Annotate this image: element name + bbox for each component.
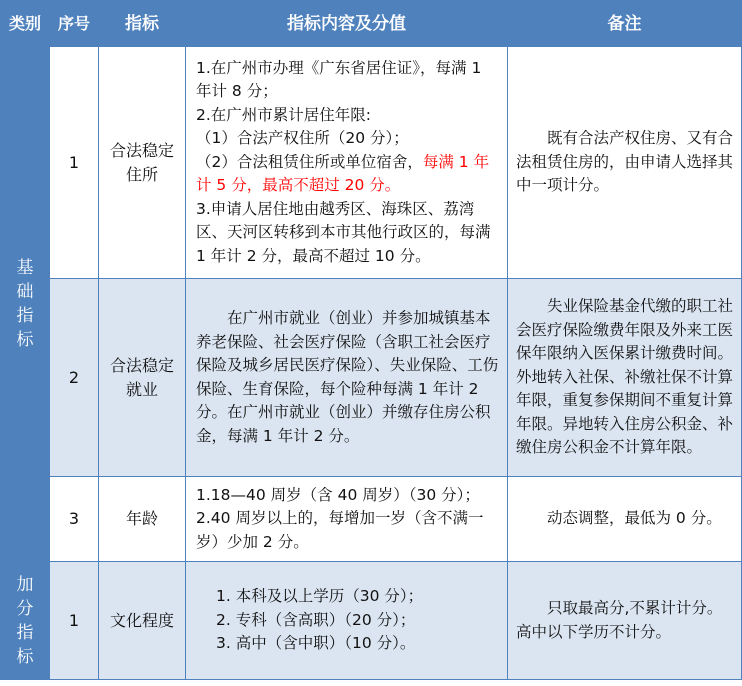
row-indicator: 年龄 bbox=[99, 477, 186, 562]
content-line: 1.在广州市办理《广东省居住证》，每满 1 年计 8 分； bbox=[196, 58, 482, 101]
content-line: 2.在广州市累计居住年限: bbox=[196, 105, 372, 124]
table-row bbox=[1, 562, 742, 680]
row-number: 2 bbox=[50, 279, 99, 477]
header-content: 指标内容及分值 bbox=[186, 1, 508, 47]
content-line: （1）合法产权住所（20 分）； bbox=[196, 129, 409, 148]
row-note: 只取最高分,不累计计分。高中以下学历不计分。 bbox=[508, 562, 742, 680]
row-content: 在广州市就业（创业）并参加城镇基本养老保险、社会医疗保险（含职工社会医疗保险及城乡居民医疗保险）、失业保险、工伤保险、生育保险，每个险种每满 1 年计 2 分。在广州市就业（创业）并缴存住房公积金，每满 1 年计 2 分。 bbox=[186, 279, 508, 477]
header-indicator: 指标 bbox=[99, 1, 186, 47]
table-row bbox=[1, 279, 742, 477]
content-line bbox=[196, 151, 499, 198]
header-note: 备注 bbox=[508, 1, 742, 47]
content-text: （2）合法租赁住所或单位宿舍， bbox=[196, 152, 423, 171]
header-row bbox=[1, 1, 742, 47]
row-content bbox=[186, 47, 508, 279]
section-basic: 基础指标 bbox=[1, 47, 50, 562]
row-note: 既有合法产权住房、又有合法租赁住房的，由申请人选择其中一项计分。 bbox=[508, 47, 742, 279]
content-line: 2. 专科（含高职）（20 分）； bbox=[216, 610, 416, 629]
table-row bbox=[1, 477, 742, 562]
content-line: 1. 本科及以上学历（30 分）； bbox=[216, 587, 424, 606]
row-indicator: 合法稳定就业 bbox=[99, 279, 186, 477]
row-number: 3 bbox=[50, 477, 99, 562]
header-category: 类别 bbox=[1, 1, 50, 47]
row-number: 1 bbox=[50, 562, 99, 680]
row-indicator: 文化程度 bbox=[99, 562, 186, 680]
row-note: 动态调整，最低为 0 分。 bbox=[508, 477, 742, 562]
content-line: 3. 高中（含中职）（10 分）。 bbox=[216, 634, 416, 653]
content-line: 1.18—40 周岁（含 40 周岁）（30 分）； bbox=[196, 485, 480, 504]
row-content bbox=[186, 562, 508, 680]
highlight-text: 每满 1 年计 5 分，最高不超过 20 分。 bbox=[196, 152, 490, 195]
row-content bbox=[186, 477, 508, 562]
table-row bbox=[1, 47, 742, 279]
row-number: 1 bbox=[50, 47, 99, 279]
header-number: 序号 bbox=[50, 1, 99, 47]
content-line: 2.40 周岁以上的，每增加一岁（含不满一岁）少加 2 分。 bbox=[196, 509, 484, 551]
content-line: 3.申请人居住地由越秀区、海珠区、荔湾区、天河区转移到本市其他行政区的，每满 1 年计 2 分，最高不超过 10 分。 bbox=[196, 199, 491, 265]
row-note: 失业保险基金代缴的职工社会医疗保险缴费年限及外来工医保年限纳入医保累计缴费时间。外地转入社保、补缴社保不计算年限，重复参保期间不重复计算年限。异地转入住房公积金、补缴住房公积金不计算年限。 bbox=[508, 279, 742, 477]
row-indicator: 合法稳定住所 bbox=[99, 47, 186, 279]
section-bonus: 加分指标 bbox=[1, 562, 50, 680]
